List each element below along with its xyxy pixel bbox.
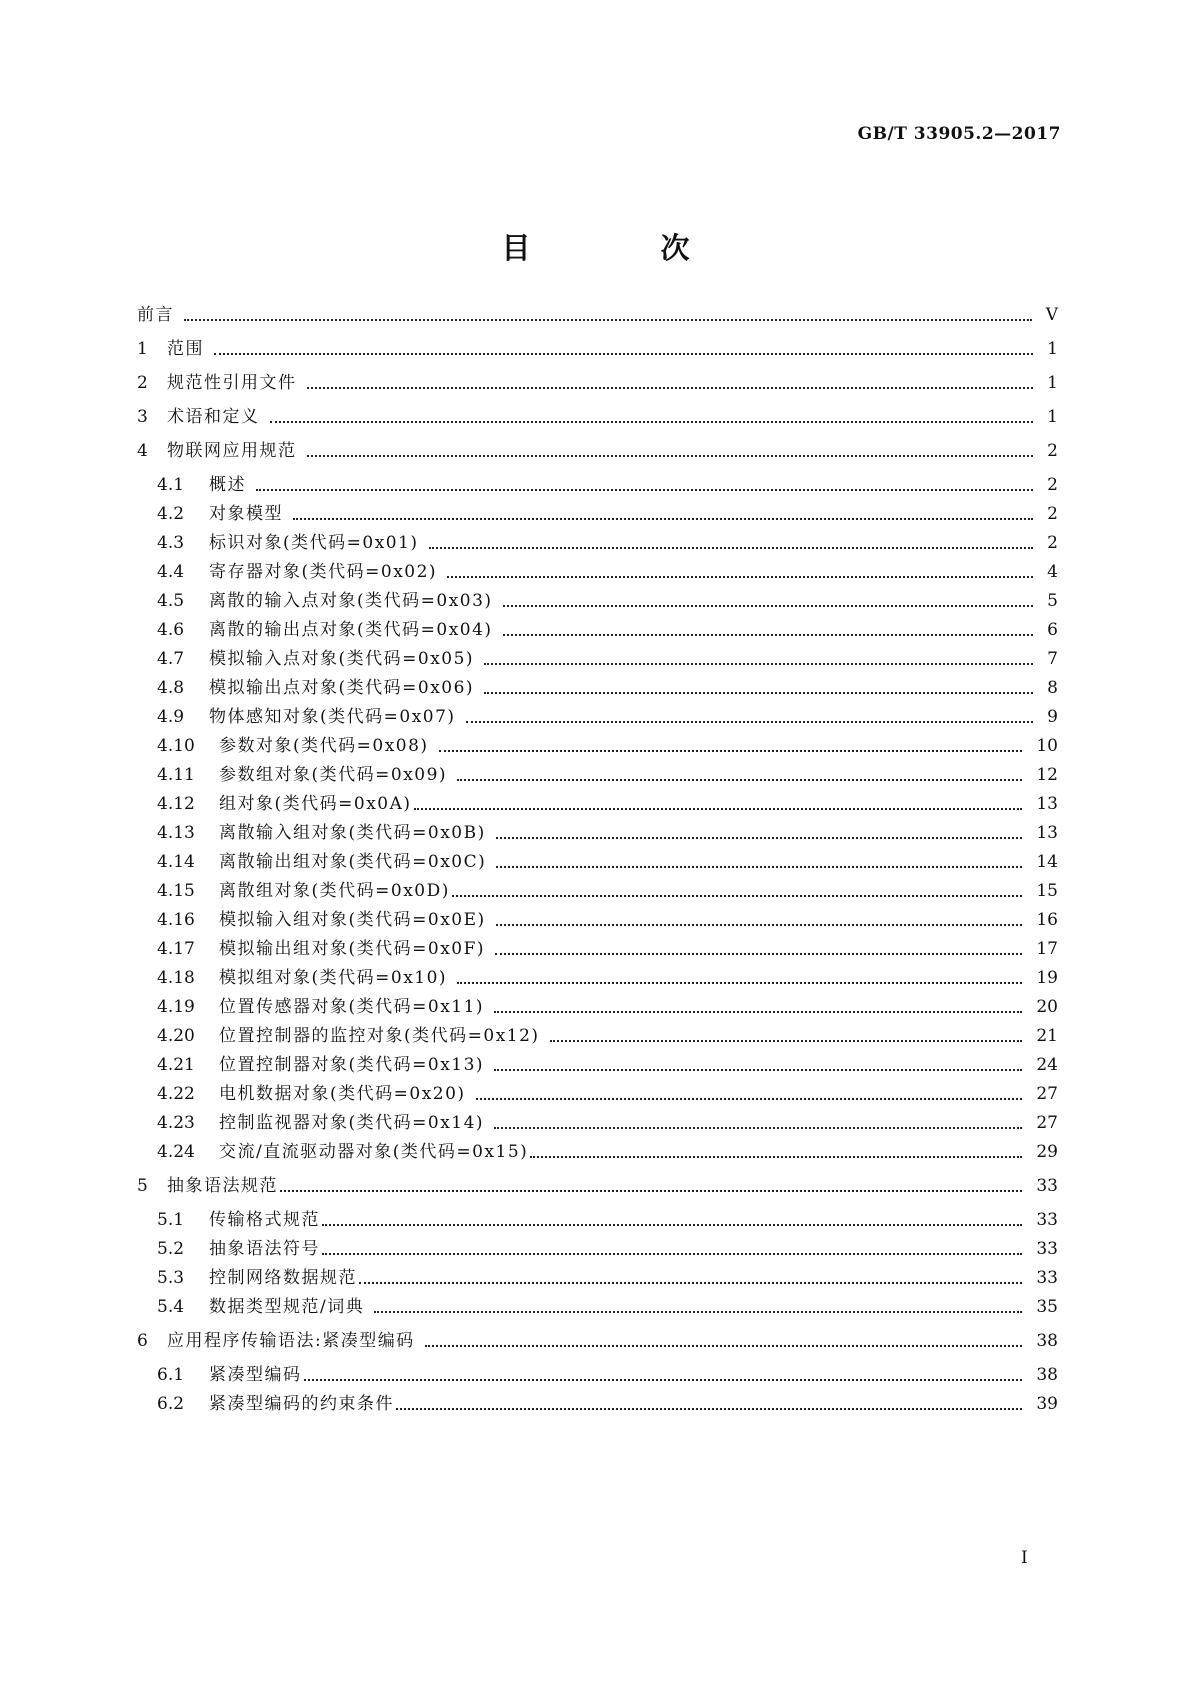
toc-entry-title: 参数组对象(类代码=0x09) xyxy=(219,765,448,785)
leader-dots xyxy=(414,808,1023,810)
toc-entry-page: 33 xyxy=(1036,1268,1058,1288)
toc-entry[interactable] xyxy=(157,473,1058,497)
toc-entry-number: 1 xyxy=(137,339,148,359)
toc-entry-page: 7 xyxy=(1047,649,1058,669)
toc-entry-page: 38 xyxy=(1036,1331,1058,1351)
toc-entry[interactable] xyxy=(157,937,1058,961)
toc-entry-page: 6 xyxy=(1047,620,1058,640)
toc-entry-number: 4.9 xyxy=(157,707,185,727)
leader-dots xyxy=(184,319,1032,321)
toc-entry-title: 抽象语法规范 xyxy=(167,1176,278,1196)
toc-entry-title: 组对象(类代码=0x0A) xyxy=(219,794,412,814)
toc-entry-title: 模拟输出组对象(类代码=0x0F) xyxy=(219,939,486,959)
toc-entry[interactable] xyxy=(137,1329,1058,1353)
toc-entry-number: 5.2 xyxy=(157,1239,185,1259)
toc-entry-number: 3 xyxy=(137,407,148,427)
toc-entry[interactable] xyxy=(157,1208,1058,1232)
toc-entry-title: 寄存器对象(类代码=0x02) xyxy=(209,562,438,582)
toc-entry[interactable] xyxy=(157,560,1058,584)
toc-entry-number: 4.12 xyxy=(157,794,195,814)
toc-entry-page: 24 xyxy=(1036,1055,1058,1075)
toc-entry-number: 5.1 xyxy=(157,1210,185,1230)
leader-dots xyxy=(503,634,1034,636)
leader-dots xyxy=(359,1282,1022,1284)
toc-entry[interactable] xyxy=(157,966,1058,990)
leader-dots xyxy=(280,1190,1022,1192)
toc-entry-page: 1 xyxy=(1047,339,1058,359)
toc-entry-number: 4.1 xyxy=(157,475,185,495)
toc-entry-number: 4.2 xyxy=(157,504,185,524)
leader-dots xyxy=(447,576,1033,578)
leader-dots xyxy=(307,387,1034,389)
toc-entry-page: 16 xyxy=(1036,910,1058,930)
leader-dots xyxy=(429,547,1034,549)
toc-entry-page: 5 xyxy=(1047,591,1058,611)
leader-dots xyxy=(466,721,1034,723)
toc-entry-title: 前言 xyxy=(137,305,174,325)
toc-entry[interactable] xyxy=(157,1392,1058,1416)
leader-dots xyxy=(484,663,1033,665)
standard-code: GB/T 33905.2—2017 xyxy=(857,124,1061,144)
toc-entry-page: 2 xyxy=(1047,504,1058,524)
toc-entry-title: 控制网络数据规范 xyxy=(209,1268,357,1288)
toc-entry-page: 2 xyxy=(1047,475,1058,495)
toc-entry-number: 4.16 xyxy=(157,910,195,930)
toc-entry-number: 4.23 xyxy=(157,1113,195,1133)
toc-entry-number: 6.2 xyxy=(157,1394,185,1414)
toc-entry-page: 27 xyxy=(1036,1113,1058,1133)
toc-entry-title: 紧凑型编码的约束条件 xyxy=(209,1394,394,1414)
toc-entry-title: 物联网应用规范 xyxy=(167,441,297,461)
toc-entry[interactable] xyxy=(157,1363,1058,1387)
toc-entry-page: 29 xyxy=(1036,1142,1058,1162)
toc-entry-page: 35 xyxy=(1036,1297,1058,1317)
toc-entry-number: 4.20 xyxy=(157,1026,195,1046)
toc-entry-number: 6 xyxy=(137,1331,148,1351)
toc-entry-page: 1 xyxy=(1047,407,1058,427)
toc-entry-title: 参数对象(类代码=0x08) xyxy=(219,736,429,756)
toc-entry-title: 离散的输入点对象(类代码=0x03) xyxy=(209,591,493,611)
toc-entry-title: 应用程序传输语法:紧凑型编码 xyxy=(167,1331,415,1351)
toc-entry-page: 2 xyxy=(1047,441,1058,461)
toc-entry-number: 5.4 xyxy=(157,1297,185,1317)
toc-entry-title: 离散输出组对象(类代码=0x0C) xyxy=(219,852,487,872)
leader-dots xyxy=(484,692,1033,694)
toc-entry[interactable] xyxy=(137,1174,1058,1198)
toc-entry[interactable] xyxy=(157,1266,1058,1290)
toc-entry[interactable] xyxy=(137,405,1058,429)
toc-entry-title: 离散的输出点对象(类代码=0x04) xyxy=(209,620,493,640)
toc-entry[interactable] xyxy=(157,502,1058,526)
toc-entry[interactable] xyxy=(157,705,1058,729)
toc-entry-page: 33 xyxy=(1036,1210,1058,1230)
toc-entry-page: 21 xyxy=(1036,1026,1058,1046)
leader-dots xyxy=(476,1098,1023,1100)
leader-dots xyxy=(304,1379,1023,1381)
toc-entry-title: 离散组对象(类代码=0x0D) xyxy=(219,881,450,901)
toc-entry-title: 电机数据对象(类代码=0x20) xyxy=(219,1084,466,1104)
toc-entry-number: 4 xyxy=(137,441,148,461)
leader-dots xyxy=(307,455,1034,457)
toc-entry-number: 4.24 xyxy=(157,1142,195,1162)
toc-entry[interactable] xyxy=(137,371,1058,395)
toc-entry-page: 17 xyxy=(1036,939,1058,959)
toc-entry-title: 对象模型 xyxy=(209,504,283,524)
toc-entry[interactable] xyxy=(157,1111,1058,1135)
toc-entry-page: 13 xyxy=(1036,823,1058,843)
toc-entry-page: 15 xyxy=(1036,881,1058,901)
toc-entry-number: 4.5 xyxy=(157,591,185,611)
leader-dots xyxy=(550,1040,1023,1042)
toc-entry-title: 概述 xyxy=(209,475,246,495)
toc-entry-title: 控制监视器对象(类代码=0x14) xyxy=(219,1113,485,1133)
leader-dots xyxy=(494,1011,1022,1013)
toc-entry-page: 12 xyxy=(1036,765,1058,785)
toc-entry[interactable] xyxy=(157,908,1058,932)
toc-entry-title: 交流/直流驱动器对象(类代码=0x15) xyxy=(219,1142,529,1162)
toc-entry[interactable] xyxy=(157,531,1058,555)
toc-entry-number: 4.21 xyxy=(157,1055,195,1075)
toc-entry-number: 4.19 xyxy=(157,997,195,1017)
leader-dots xyxy=(322,1224,1022,1226)
toc-entry-title: 模拟输入组对象(类代码=0x0E) xyxy=(219,910,486,930)
leader-dots xyxy=(494,1069,1022,1071)
toc-entry[interactable] xyxy=(157,734,1058,758)
toc-entry-number: 4.10 xyxy=(157,736,195,756)
toc-entry-number: 4.14 xyxy=(157,852,195,872)
toc-entry-page: 8 xyxy=(1047,678,1058,698)
page-title: 目 次 xyxy=(501,231,750,265)
leader-dots xyxy=(496,924,1023,926)
toc-entry[interactable] xyxy=(157,1053,1058,1077)
page-number: Ⅰ xyxy=(1021,1548,1028,1568)
toc-entry[interactable] xyxy=(157,589,1058,613)
toc-entry[interactable] xyxy=(157,676,1058,700)
toc-entry-title: 紧凑型编码 xyxy=(209,1365,302,1385)
toc-entry-page: Ⅴ xyxy=(1045,305,1058,325)
leader-dots xyxy=(495,953,1022,955)
toc-entry[interactable] xyxy=(137,439,1058,463)
leader-dots xyxy=(425,1345,1023,1347)
toc-entry-page: 2 xyxy=(1047,533,1058,553)
toc-entry-number: 4.13 xyxy=(157,823,195,843)
toc-entry-page: 13 xyxy=(1036,794,1058,814)
leader-dots xyxy=(256,489,1033,491)
leader-dots xyxy=(439,750,1023,752)
toc-entry-number: 4.15 xyxy=(157,881,195,901)
leader-dots xyxy=(322,1253,1022,1255)
leader-dots xyxy=(496,837,1023,839)
toc-entry-page: 4 xyxy=(1047,562,1058,582)
toc-entry-page: 14 xyxy=(1036,852,1058,872)
toc-entry-title: 规范性引用文件 xyxy=(167,373,297,393)
toc-entry-number: 4.8 xyxy=(157,678,185,698)
leader-dots xyxy=(496,866,1022,868)
toc-entry[interactable] xyxy=(137,337,1058,361)
toc-entry[interactable] xyxy=(157,850,1058,874)
leader-dots xyxy=(270,421,1034,423)
toc-entry-number: 4.17 xyxy=(157,939,195,959)
toc-entry-page: 38 xyxy=(1036,1365,1058,1385)
toc-entry-title: 位置传感器对象(类代码=0x11) xyxy=(219,997,485,1017)
toc-entry-number: 4.7 xyxy=(157,649,185,669)
toc-entry[interactable] xyxy=(157,995,1058,1019)
leader-dots xyxy=(457,982,1022,984)
leader-dots xyxy=(494,1127,1022,1129)
toc-entry-number: 5.3 xyxy=(157,1268,185,1288)
toc-entry-page: 19 xyxy=(1036,968,1058,988)
toc-entry[interactable] xyxy=(157,792,1058,816)
toc-entry-page: 33 xyxy=(1036,1239,1058,1259)
toc-entry-page: 9 xyxy=(1047,707,1058,727)
leader-dots xyxy=(293,518,1033,520)
toc-entry-number: 4.18 xyxy=(157,968,195,988)
toc-entry-page: 33 xyxy=(1036,1176,1058,1196)
toc-entry-title: 模拟输入点对象(类代码=0x05) xyxy=(209,649,475,669)
toc-entry-number: 4.22 xyxy=(157,1084,195,1104)
toc-entry[interactable] xyxy=(157,1082,1058,1106)
toc-entry-title: 传输格式规范 xyxy=(209,1210,320,1230)
toc-entry-page: 27 xyxy=(1036,1084,1058,1104)
toc-entry[interactable] xyxy=(137,303,1058,327)
toc-entry-page: 39 xyxy=(1036,1394,1058,1414)
toc-entry[interactable] xyxy=(157,763,1058,787)
leader-dots xyxy=(374,1311,1022,1313)
toc-entry[interactable] xyxy=(157,821,1058,845)
toc-entry-title: 模拟组对象(类代码=0x10) xyxy=(219,968,448,988)
toc-entry[interactable] xyxy=(157,618,1058,642)
toc-entry-number: 5 xyxy=(137,1176,148,1196)
leader-dots xyxy=(457,779,1022,781)
toc-entry-page: 1 xyxy=(1047,373,1058,393)
toc-entry-title: 标识对象(类代码=0x01) xyxy=(209,533,419,553)
toc-entry-title: 物体感知对象(类代码=0x07) xyxy=(209,707,456,727)
toc-entry-number: 4.6 xyxy=(157,620,185,640)
toc-entry-title: 数据类型规范/词典 xyxy=(209,1297,365,1317)
leader-dots xyxy=(452,895,1023,897)
toc-entry-number: 6.1 xyxy=(157,1365,185,1385)
toc-entry-title: 位置控制器的监控对象(类代码=0x12) xyxy=(219,1026,540,1046)
toc-entry[interactable] xyxy=(157,647,1058,671)
toc-entry-title: 范围 xyxy=(167,339,204,359)
toc-entry[interactable] xyxy=(157,879,1058,903)
toc-entry-number: 4.4 xyxy=(157,562,185,582)
toc-entry[interactable] xyxy=(157,1024,1058,1048)
toc-entry-title: 离散输入组对象(类代码=0x0B) xyxy=(219,823,486,843)
toc-entry[interactable] xyxy=(157,1295,1058,1319)
toc-entry-title: 模拟输出点对象(类代码=0x06) xyxy=(209,678,475,698)
leader-dots xyxy=(214,353,1033,355)
toc-entry-page: 10 xyxy=(1036,736,1058,756)
toc-entry-number: 4.3 xyxy=(157,533,185,553)
toc-entry-number: 4.11 xyxy=(157,765,195,785)
toc-entry-title: 术语和定义 xyxy=(167,407,260,427)
toc-entry[interactable] xyxy=(157,1140,1058,1164)
toc-entry-page: 20 xyxy=(1036,997,1058,1017)
toc-entry[interactable] xyxy=(157,1237,1058,1261)
toc-entry-title: 抽象语法符号 xyxy=(209,1239,320,1259)
toc-entry-number: 2 xyxy=(137,373,148,393)
leader-dots xyxy=(530,1156,1022,1158)
leader-dots xyxy=(396,1408,1022,1410)
toc-entry-title: 位置控制器对象(类代码=0x13) xyxy=(219,1055,485,1075)
leader-dots xyxy=(503,605,1034,607)
